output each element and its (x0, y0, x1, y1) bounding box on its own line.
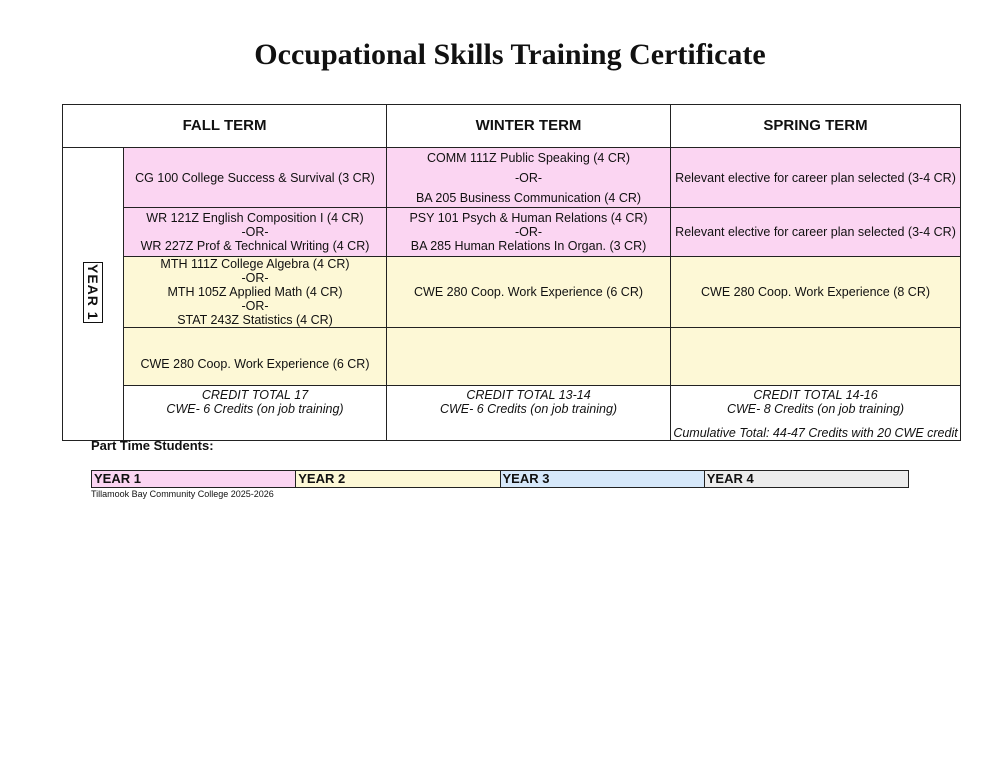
row4-fall (124, 328, 387, 386)
row3-fall (124, 257, 387, 328)
fall-total (124, 386, 387, 441)
part-time-label: Part Time Students: (91, 438, 214, 453)
row1-winter (387, 148, 671, 208)
row2-winter (387, 208, 671, 257)
row2-fall (124, 208, 387, 257)
cell-text: CWE- 6 Credits (on job training) (166, 402, 344, 416)
row1-spring (671, 148, 961, 208)
cell-text: CWE 280 Coop. Work Experience (6 CR) (414, 285, 644, 299)
table-row (63, 328, 961, 386)
spring-term-header: SPRING TERM (671, 105, 961, 148)
winter-total (387, 386, 671, 441)
row4-spring (671, 328, 961, 386)
row1-fall (124, 148, 387, 208)
cell-text: CWE- 8 Credits (on job training) (726, 402, 905, 416)
cell-text: -OR- (514, 225, 543, 239)
cell-text: CREDIT TOTAL 17 (201, 388, 309, 402)
cell-text: Relevant elective for career plan selected (3-4 CR) (675, 225, 956, 239)
course-plan-table (62, 104, 961, 441)
cell-text: CWE 280 Coop. Work Experience (6 CR) (140, 356, 370, 371)
cell-text: COMM 111Z Public Speaking (4 CR) (426, 150, 631, 165)
cell-text: STAT 243Z Statistics (4 CR) (177, 313, 333, 327)
table-row (63, 208, 961, 257)
legend-year-3: YEAR 3 (501, 471, 705, 487)
legend-year-4: YEAR 4 (705, 471, 908, 487)
cell-text: CG 100 College Success & Survival (3 CR) (135, 170, 375, 185)
cell-text: -OR- (241, 271, 269, 285)
spring-total (671, 386, 961, 441)
year-label-cell (63, 148, 124, 441)
cell-text: CWE- 6 Credits (on job training) (439, 402, 618, 416)
row4-winter (387, 328, 671, 386)
cell-text: WR 227Z Prof & Technical Writing (4 CR) (140, 239, 370, 253)
winter-term-header: WINTER TERM (387, 105, 671, 148)
cell-text: -OR- (241, 225, 269, 239)
footer-text: Tillamook Bay Community College 2025-2026 (91, 489, 274, 499)
page-title: Occupational Skills Training Certificate (254, 38, 766, 71)
cell-text: BA 205 Business Communication (4 CR) (415, 190, 642, 205)
year-label: YEAR 1 (85, 264, 101, 321)
legend-year-1: YEAR 1 (92, 471, 296, 487)
cumulative-total: Cumulative Total: 44-47 Credits with 20 CWE credit (673, 426, 958, 440)
fall-term-header: FALL TERM (63, 105, 387, 148)
cell-text: -OR- (241, 299, 269, 313)
year-color-legend (91, 470, 909, 488)
row3-spring (671, 257, 961, 328)
row3-winter (387, 257, 671, 328)
table-row (63, 257, 961, 328)
cell-text: -OR- (514, 170, 543, 185)
cell-text: CREDIT TOTAL 14-16 (753, 388, 878, 402)
cell-text: CREDIT TOTAL 13-14 (466, 388, 591, 402)
legend-year-2: YEAR 2 (296, 471, 500, 487)
cell-text: Relevant elective for career plan selected (3-4 CR) (675, 170, 956, 185)
cell-text: CWE 280 Coop. Work Experience (8 CR) (701, 285, 931, 299)
cell-text: MTH 105Z Applied Math (4 CR) (167, 285, 343, 299)
cell-text: MTH 111Z College Algebra (4 CR) (160, 257, 350, 271)
table-row (63, 148, 961, 208)
cell-text: WR 121Z English Composition I (4 CR) (146, 211, 364, 225)
row2-spring (671, 208, 961, 257)
cell-text: BA 285 Human Relations In Organ. (3 CR) (410, 239, 647, 253)
cell-text: PSY 101 Psych & Human Relations (4 CR) (409, 211, 648, 225)
totals-row (63, 386, 961, 441)
header-row (63, 105, 961, 148)
